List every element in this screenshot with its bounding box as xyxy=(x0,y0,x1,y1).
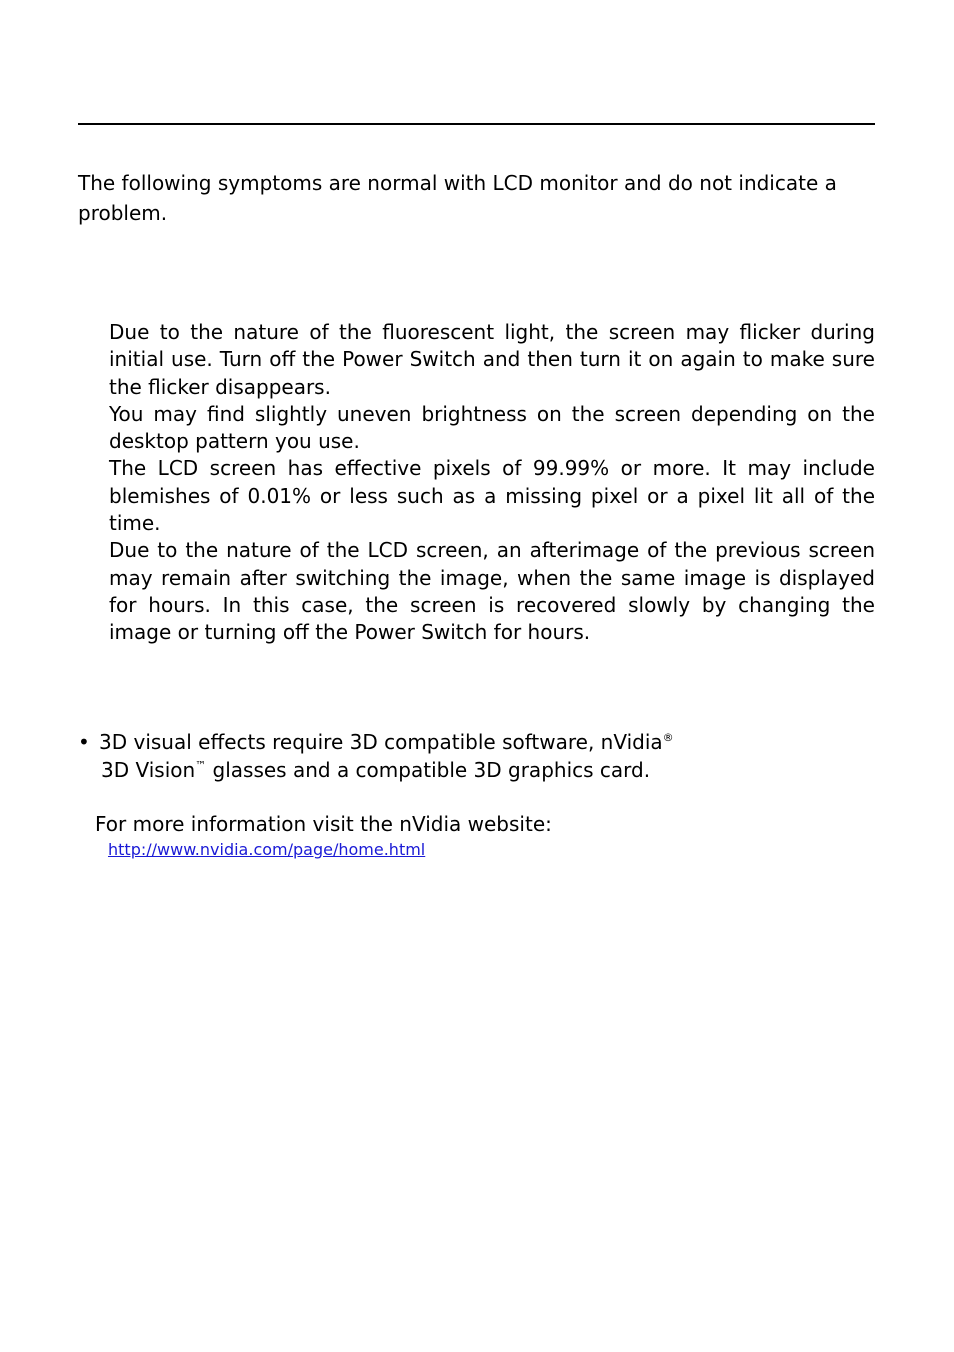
note-pixels: The LCD screen has effective pixels of 99.99% or more. It may include blemishes of 0.01% or less such as a missing pixel or a pixel lit all of the time. xyxy=(109,456,875,536)
bullet-text-2a: 3D Vision xyxy=(101,758,196,782)
registered-mark: ® xyxy=(662,731,674,744)
header-rule xyxy=(78,123,875,125)
note-brightness: You may find slightly uneven brightness on the screen depending on the desktop pattern you use. xyxy=(109,401,875,454)
bullet-marker: • xyxy=(78,730,90,754)
intro-text: The following symptoms are normal with LCD monitor and do not indicate a problem. xyxy=(78,171,837,225)
note-afterimage: Due to the nature of the LCD screen, an afterimage of the previous screen may remain after switching the image, when the same image is displayed for hours. In this case, the screen is recovered slowly by changing the image or turning off the Power Switch for hours. xyxy=(109,538,875,645)
bullet-line-1 xyxy=(99,728,674,756)
trademark-mark: ™ xyxy=(195,759,207,772)
bullet-text-2b: glasses and a compatible 3D graphics card. xyxy=(206,758,651,782)
bullet-line-2 xyxy=(101,756,650,784)
bullet-text-1: 3D visual effects require 3D compatible software, nVidia xyxy=(99,730,663,754)
nvidia-website-link[interactable]: http://www.nvidia.com/page/home.html xyxy=(108,840,426,859)
more-info-text: For more information visit the nVidia website: xyxy=(95,812,552,836)
notes-list xyxy=(109,319,875,647)
note-flicker: Due to the nature of the fluorescent light, the screen may flicker during initial use. Turn off the Power Switch and then turn it on again to make sure the flicker disappears. xyxy=(109,320,875,399)
